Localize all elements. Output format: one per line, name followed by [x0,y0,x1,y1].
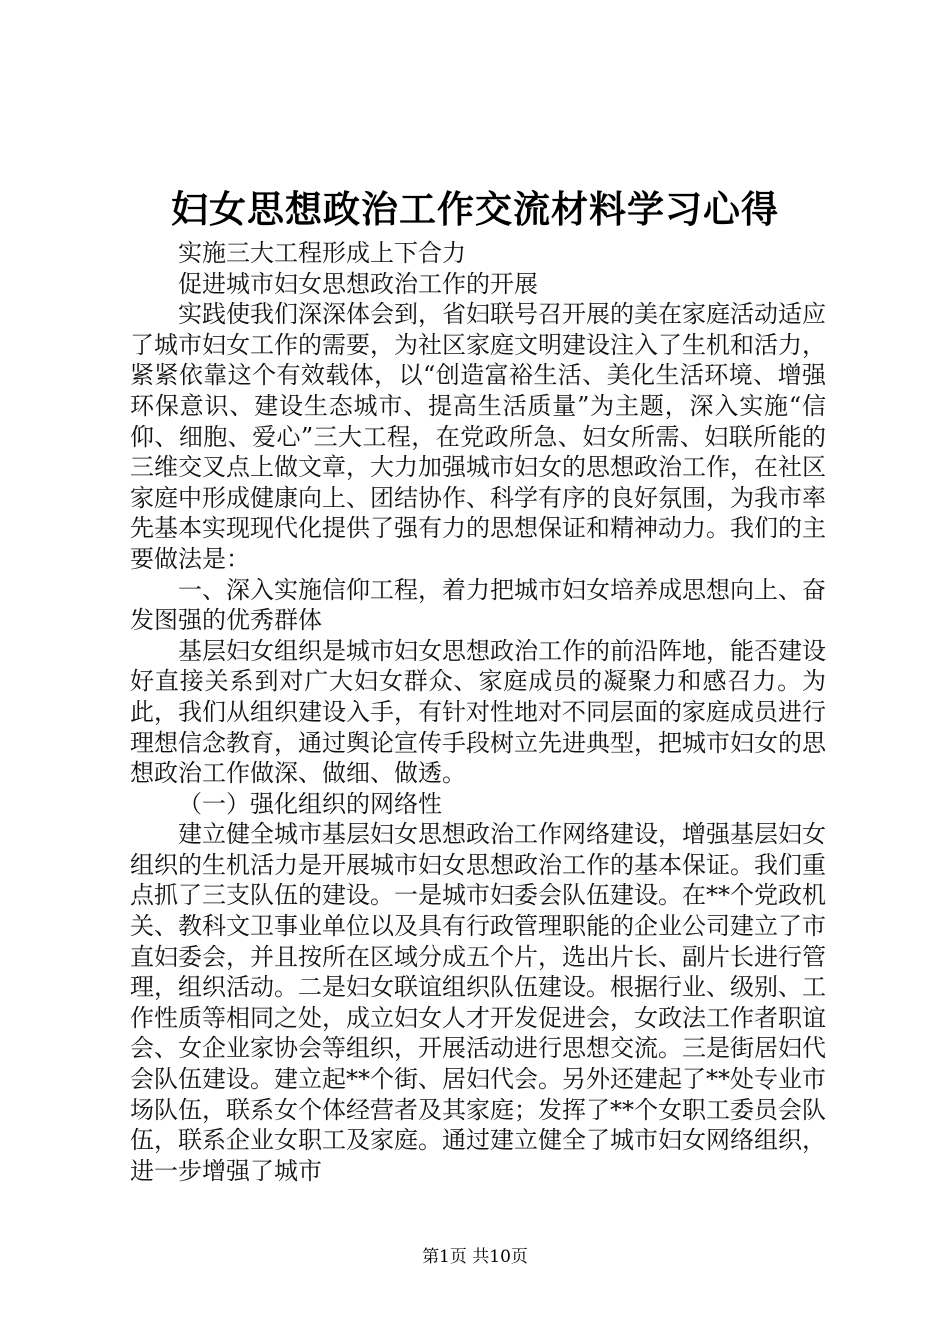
body-paragraph: 基层妇女组织是城市妇女思想政治工作的前沿阵地，能否建设好直接关系到对广大妇女群众、家庭成员的凝聚力和感召力。为此，我们从组织建设入手，有针对性地对不同层面的家庭成员进行理想信念教育，通过舆论宣传手段树立先进典型，把城市妇女的思想政治工作做深、做细、做透。 [130,636,826,788]
subsection-heading-1: （一）强化组织的网络性 [178,789,442,818]
body-paragraph: 建立健全城市基层妇女思想政治工作网络建设，增强基层妇女组织的生机活力是开展城市妇女思想政治工作的基本保证。我们重点抓了三支队伍的建设。一是城市妇委会队伍建设。在**个党政机关、教科文卫事业单位以及具有行政管理职能的企业公司建立了市直妇委会，并且按所在区域分成五个片，选出片长、副片长进行管理，组织活动。二是妇女联谊组织队伍建设。根据行业、级别、工作性质等相同之处，成立妇女人才开发促进会，女政法工作者职谊会、女企业家协会等组织，开展活动进行思想交流。三是街居妇代会队伍建设。建立起**个街、居妇代会。另外还建起了**处专业市场队伍，联系女个体经营者及其家庭；发挥了**个女职工委员会队伍，联系企业女职工及家庭。通过建立健全了城市妇女网络组织，进一步增强了城市 [130,820,826,1185]
document-body [130,238,826,1186]
page-footer: 第1页 共10页 [422,1247,528,1267]
section-heading-1: 一、深入实施信仰工程，着力把城市妇女培养成思想向上、奋发图强的优秀群体 [130,575,826,635]
subtitle-line-2: 促进城市妇女思想政治工作的开展 [178,269,538,298]
subtitle-line-1: 实施三大工程形成上下合力 [178,239,466,267]
body-paragraph: 实践使我们深深体会到，省妇联号召开展的美在家庭活动适应了城市妇女工作的需要，为社区家庭文明建设注入了生机和活力，紧紧依靠这个有效载体，以“创造富裕生活、美化生活环境、增强环保意识、建设生态城市、提高生活质量”为主题，深入实施“信仰、细胞、爱心”三大工程，在党政所急、妇女所需、妇联所能的三维交叉点上做文章，大力加强城市妇女的思想政治工作，在社区家庭中形成健康向上、团结协作、科学有序的良好氛围，为我市率先基本实现现代化提供了强有力的思想保证和精神动力。我们的主要做法是： [130,300,826,573]
document-title: 妇女思想政治工作交流材料学习心得 [171,187,779,231]
